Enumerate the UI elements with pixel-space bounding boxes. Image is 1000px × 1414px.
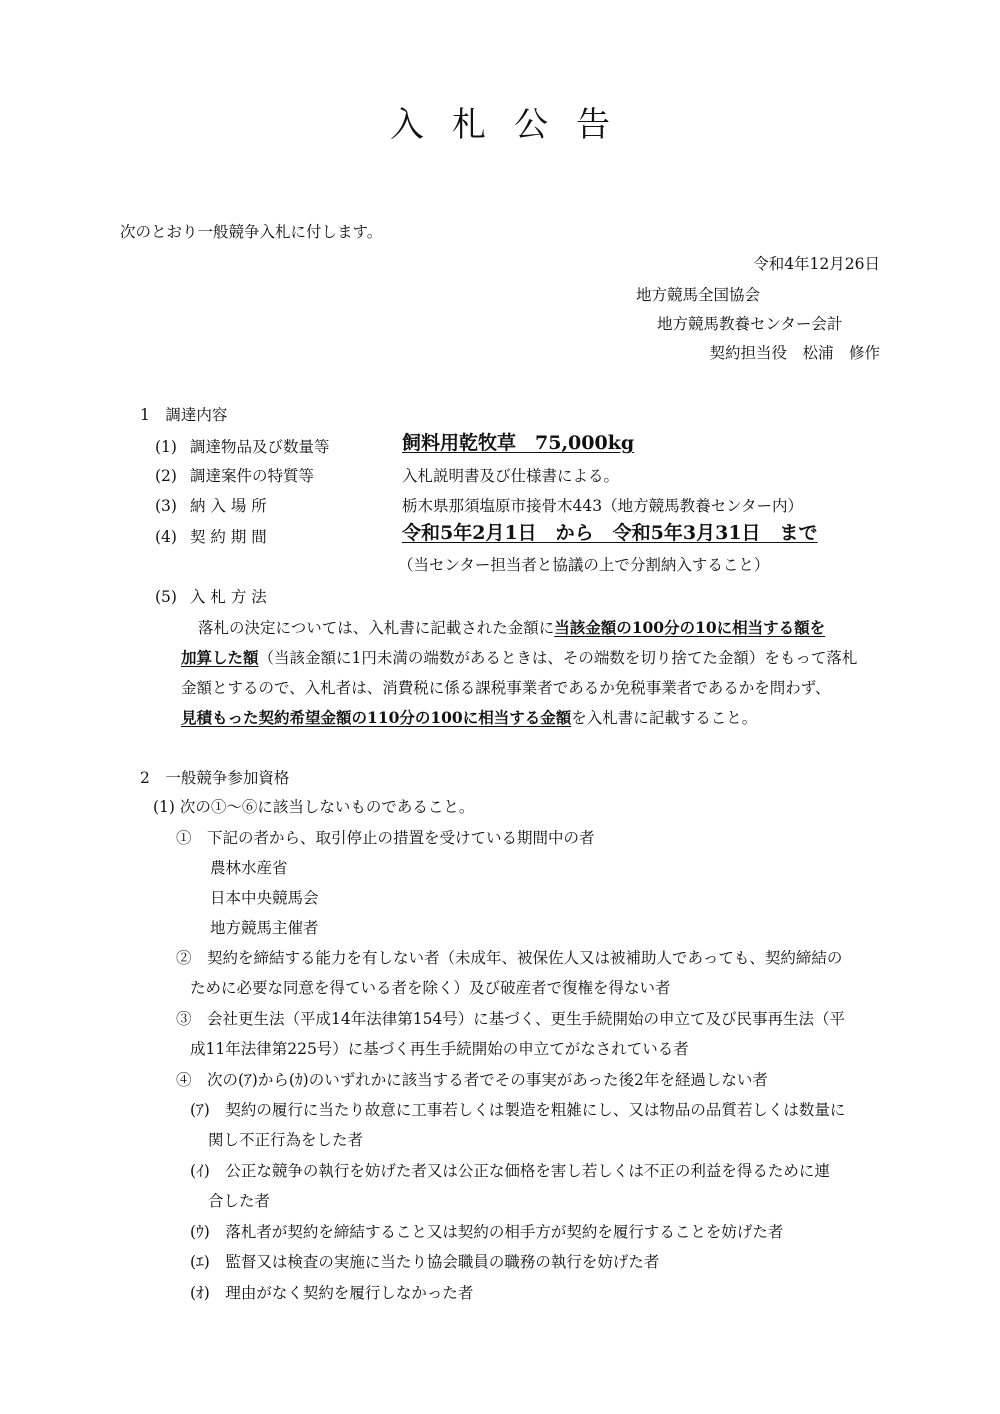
sub-condition: (ｳ) 落札者が契約を締結すること又は契約の相手方が契約を履行することを妨げた者 [190, 1223, 784, 1241]
item-label: 入 札 方 法 [190, 588, 267, 606]
condition-1: ① 下記の者から、取引停止の措置を受けている期間中の者 [176, 829, 595, 847]
condition-3: ③ 会社更生法（平成14年法律第154号）に基づく、更生手続開始の申立て及び民事再生法（平 [176, 1010, 846, 1028]
agency-list-item: 農林水産省 [210, 859, 288, 877]
condition-2-cont: ために必要な同意を得ている者を除く）及び破産者で復権を得ない者 [190, 979, 671, 997]
method-emphasis: 当該金額の100分の10に相当する額を [554, 618, 826, 637]
method-text: （当該金額に1円未満の端数があるときは、その端数を切り捨てた金額）をもって落札 [258, 649, 858, 667]
item-value: 入札説明書及び仕様書による。 [402, 467, 620, 485]
period-note: （当センター担当者と協議の上で分割納入すること） [398, 556, 770, 574]
agency-list-item: 地方競馬主催者 [210, 919, 319, 937]
item-label: 調達案件の特質等 [190, 467, 315, 485]
method-line-4 [181, 708, 757, 728]
section2-heading: 2 一般競争参加資格 [140, 769, 290, 787]
sub-condition-cont: 合した者 [208, 1192, 271, 1210]
sub-condition: (ｴ) 監督又は検査の実施に当たり協会職員の職務の執行を妨げた者 [190, 1253, 660, 1271]
item-label: 契 約 期 間 [190, 528, 267, 546]
org-name: 地方競馬全国協会 [636, 286, 761, 304]
method-line-3: 金額とするので、入札者は、消費税に係る課税事業者であるか免税事業者であるかを問わず、 [181, 679, 831, 697]
condition-4: ④ 次の(ｱ)から(ｶ)のいずれかに該当する者でその事実があった後2年を経過しない者 [176, 1071, 768, 1089]
sub-condition: (ｱ) 契約の履行に当たり故意に工事若しくは製造を粗雑にし、又は物品の品質若しくは数量に [190, 1101, 846, 1119]
intro-text: 次のとおり一般競争入札に付します。 [120, 223, 383, 241]
section1-heading: 1 調達内容 [140, 406, 228, 424]
item-number: (4) [155, 528, 177, 546]
item-number: (3) [155, 497, 177, 515]
method-emphasis: 加算した額 [181, 648, 259, 667]
notice-date: 令和4年12月26日 [753, 255, 880, 273]
contract-officer: 契約担当役 松浦 修作 [709, 344, 880, 362]
sub-condition: (ｲ) 公正な競争の執行を妨げた者又は公正な価格を害し若しくは不正の利益を得るために連 [190, 1162, 830, 1180]
method-text: 落札の決定については、入札書に記載された金額に [198, 619, 555, 637]
condition-2: ② 契約を締結する能力を有しない者（未成年、被保佐人又は被補助人であっても、契約締結の [176, 949, 843, 967]
item-label: 納 入 場 所 [190, 497, 267, 515]
item-number: (1) [155, 438, 177, 456]
agency-list-item: 日本中央競馬会 [210, 889, 319, 907]
method-line-2 [181, 648, 857, 668]
title-char: 公 [514, 105, 548, 145]
item-value: 栃木県那須塩原市接骨木443（地方競馬教養センター内） [402, 497, 803, 515]
title-char: 札 [452, 105, 486, 145]
item-value-goods: 飼料用乾牧草 75,000kg [402, 432, 635, 454]
section2-item1: (1) 次の①～⑥に該当しないものであること。 [153, 798, 475, 816]
item-number: (2) [155, 467, 177, 485]
page-title [0, 103, 1000, 147]
item-number: (5) [155, 588, 177, 606]
sub-condition: (ｵ) 理由がなく契約を履行しなかった者 [190, 1284, 474, 1302]
item-value-period: 令和5年2月1日 から 令和5年3月31日 まで [402, 522, 818, 544]
condition-3-cont: 成11年法律第225号）に基づく再生手続開始の申立てがなされている者 [190, 1040, 689, 1058]
method-text: を入札書に記載すること。 [571, 709, 758, 727]
title-char: 告 [576, 105, 610, 145]
method-line-1 [198, 618, 825, 638]
org-accounting: 地方競馬教養センター会計 [657, 315, 843, 333]
item-label: 調達物品及び数量等 [190, 438, 330, 456]
method-emphasis: 見積もった契約希望金額の110分の100に相当する金額 [181, 708, 572, 727]
sub-condition-cont: 関し不正行為をした者 [208, 1131, 364, 1149]
title-char: 入 [390, 105, 424, 145]
